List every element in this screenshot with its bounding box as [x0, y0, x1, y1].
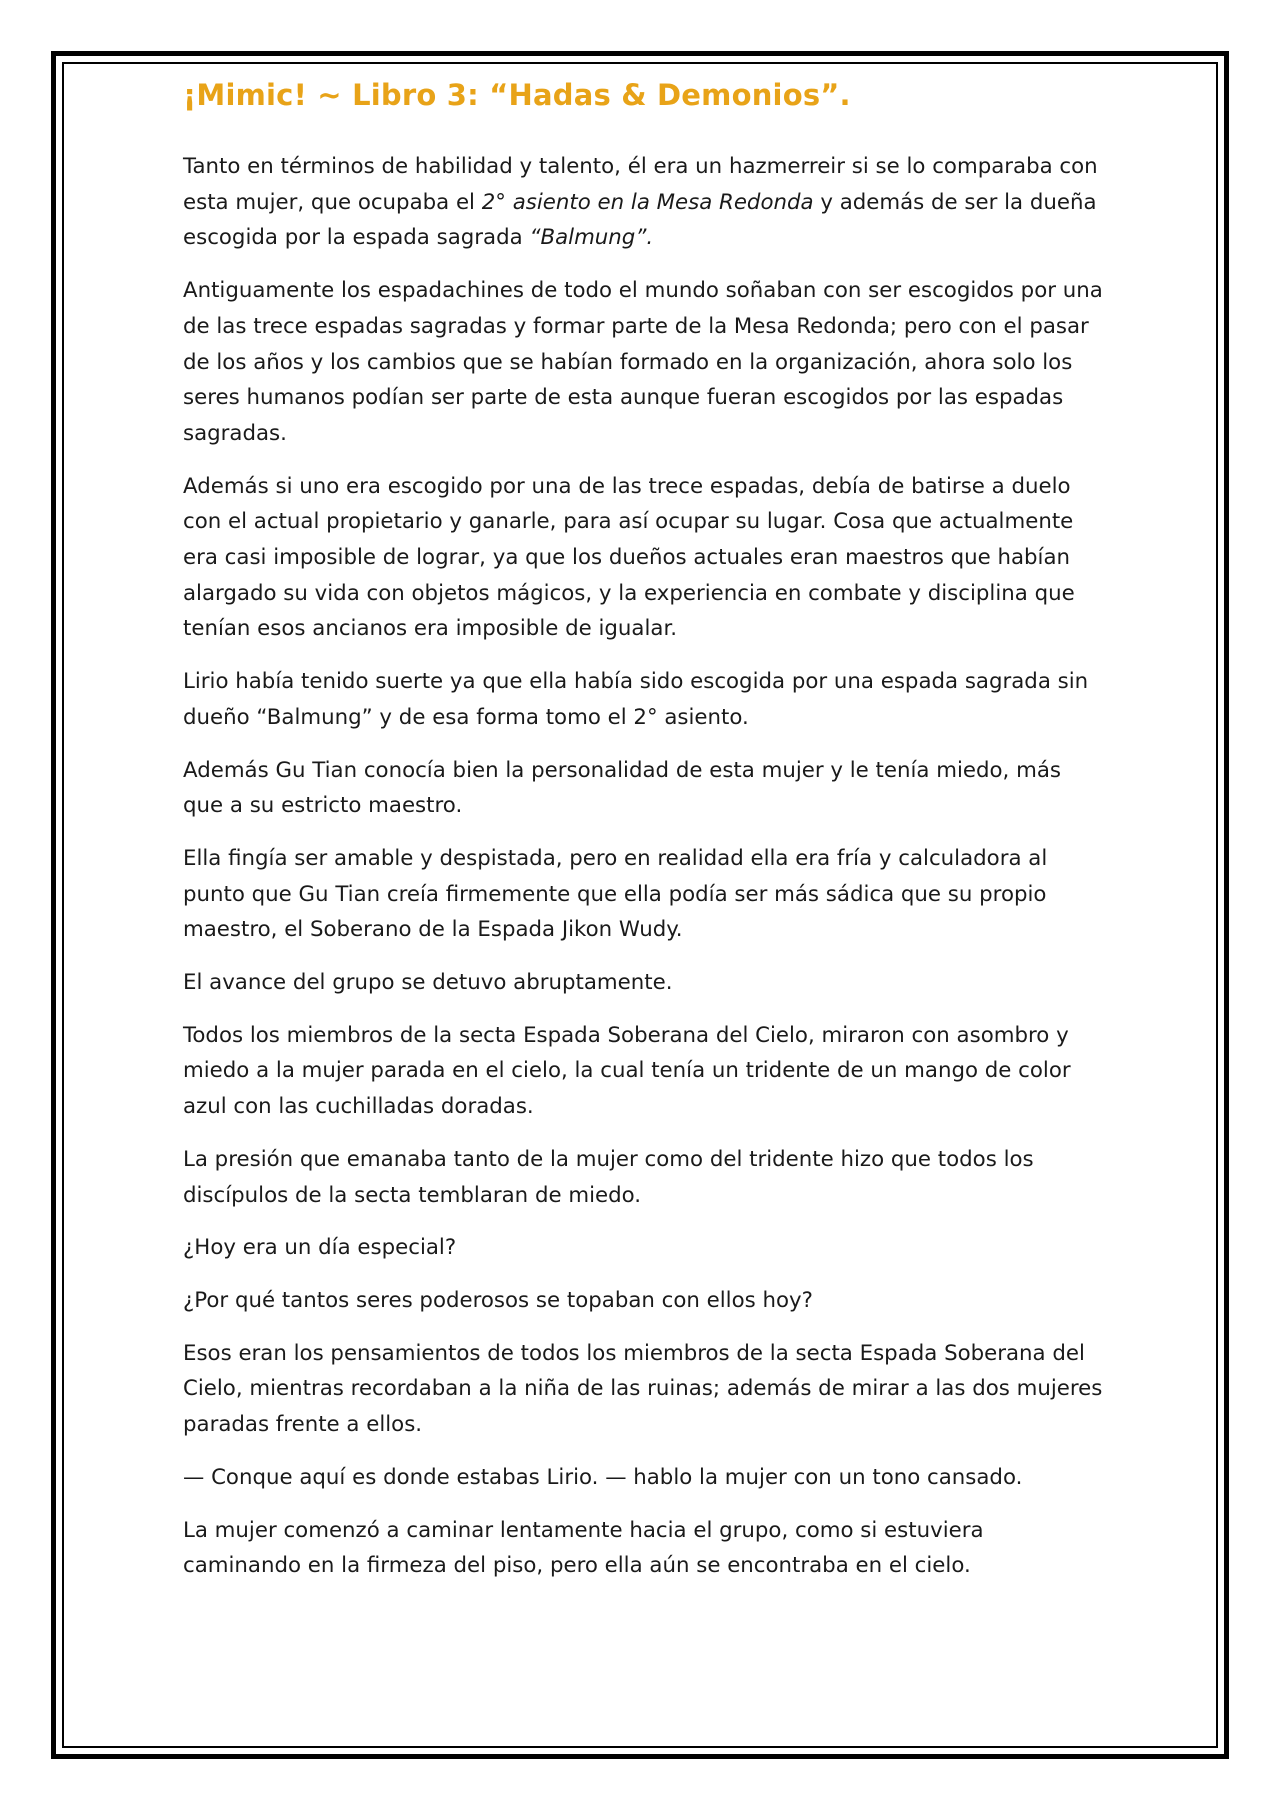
page-header-title: ¡Mimic! ~ Libro 3: “Hadas & Demonios”.	[183, 78, 851, 112]
paragraph-1	[183, 149, 1103, 256]
paragraph-4: Lirio había tenido suerte ya que ella había sido escogida por una espada sagrada sin dueño “Balmung” y de esa forma tomo el 2° asiento.	[183, 669, 1089, 730]
paragraph-14: La mujer comenzó a caminar lentamente hacia el grupo, como si estuviera caminando en la firmeza del piso, pero ella aún se encontraba en el cielo.	[183, 1517, 984, 1579]
paragraph-9: La presión que emanaba tanto de la mujer como del tridente hizo que todos los discípulos de la secta temblaran de miedo.	[183, 1146, 1034, 1208]
paragraph-8: Todos los miembros de la secta Espada Soberana del Cielo, miraron con asombro y miedo a la mujer parada en el cielo, la cual tenía un tridente de un mango de color azul con las cuchilladas doradas.	[183, 1022, 1071, 1120]
paragraph-6: Ella fingía ser amable y despistada, pero en realidad ella era fría y calculadora al punto que Gu Tian creía firmemente que ella podía ser más sádica que su propio maestro, el Soberano de la Espada Jikon Wudy.	[183, 845, 1048, 943]
paragraph-11: ¿Por qué tantos seres poderosos se topaban con ellos hoy?	[183, 1287, 813, 1313]
paragraph-5: Además Gu Tian conocía bien la personalidad de esta mujer y le tenía miedo, más que a su estricto maestro.	[183, 757, 1061, 819]
paragraph-1-italic-balmung: “Balmung”.	[529, 225, 654, 251]
paragraph-1-text-2: y además de ser la dueña escogida por la espada sagrada	[183, 189, 1097, 251]
paragraph-1-italic-seat: 2° asiento en la Mesa Redonda	[481, 189, 814, 215]
page-content	[183, 72, 1103, 1601]
paragraph-7: El avance del grupo se detuvo abruptamente.	[183, 970, 673, 996]
paragraph-3: Además si uno era escogido por una de las trece espadas, debía de batirse a duelo con el actual propietario y ganarle, para así ocupar su lugar. Cosa que actualmente era casi imposible de lograr, ya que los dueños actuales eran maestros que habían alargado su vida con objetos mágicos, y la experiencia en combate y disciplina que tenían esos ancianos era imposible de igualar.	[183, 473, 1075, 642]
paragraph-2: Antiguamente los espadachines de todo el mundo soñaban con ser escogidos por una de las trece espadas sagradas y formar parte de la Mesa Redonda; pero con el pasar de los años y los cambios que se habían formado en la organización, ahora solo los seres humanos podían ser parte de esta aunque fueran escogidos por las espadas sagradas.	[183, 278, 1103, 446]
paragraph-12: Esos eran los pensamientos de todos los miembros de la secta Espada Soberana del Cielo, mientras recordaban a la niña de las ruinas; además de mirar a las dos mujeres paradas frente a ellos.	[183, 1340, 1103, 1438]
paragraph-10: ¿Hoy era un día especial?	[183, 1235, 457, 1261]
paragraph-13: — Conque aquí es donde estabas Lirio. — hablo la mujer con un tono cansado.	[183, 1464, 1023, 1490]
paragraph-1-text-1: Tanto en términos de habilidad y talento, él era un hazmerreir si se lo comparaba con esta mujer, que ocupaba el	[183, 154, 1098, 215]
